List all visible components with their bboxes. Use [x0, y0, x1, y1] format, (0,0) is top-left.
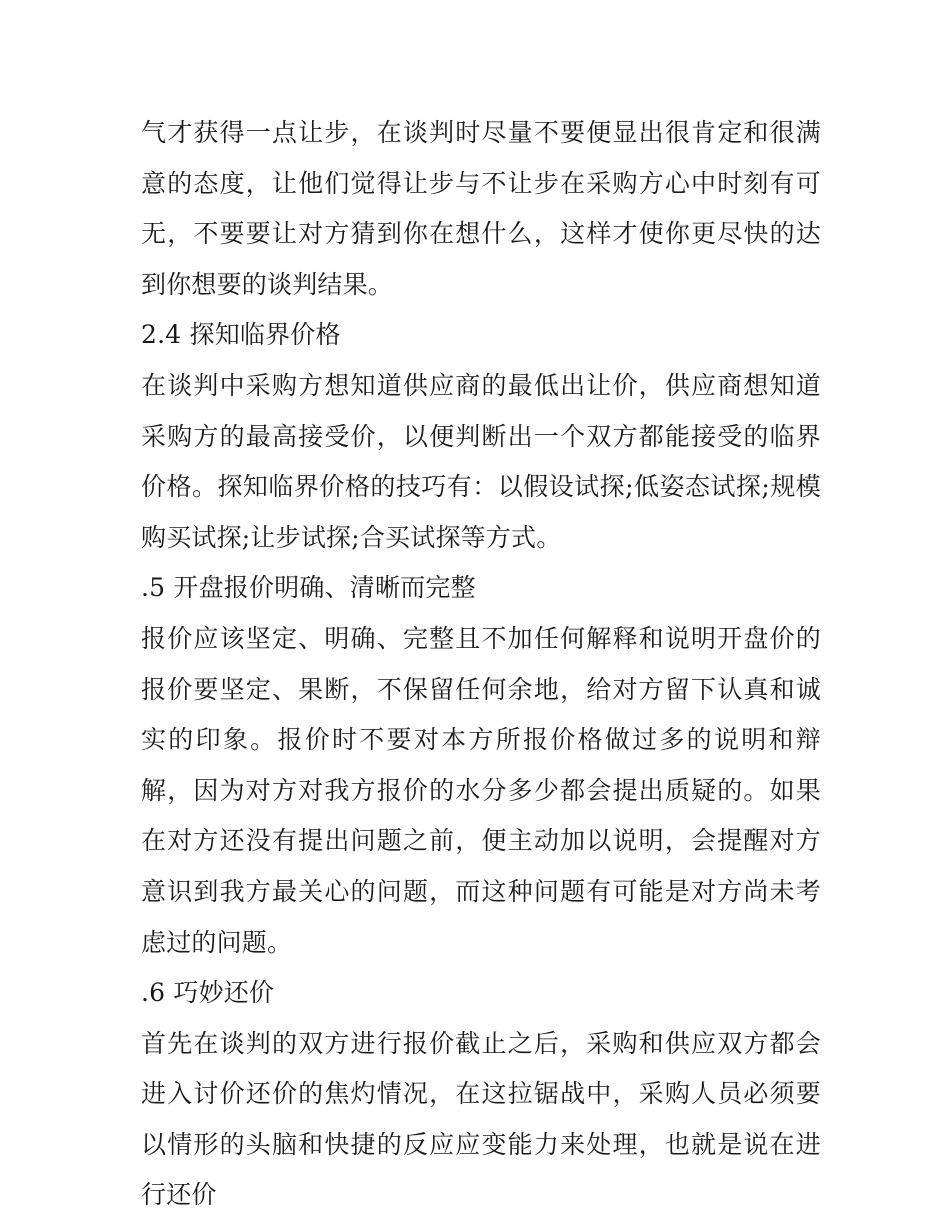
paragraph-negotiation-attitude: 气才获得一点让步，在谈判时尽量不要便显出很肯定和很满意的态度，让他们觉得让步与不让步在采购方心中时刻有可无，不要要让对方猜到你在想什么，这样才使你更尽快的达到你想要的谈判结果。	[141, 118, 821, 299]
section-heading-5: .5 开盘报价明确、清晰而完整	[141, 573, 476, 603]
section-heading-6: .6 巧妙还价	[141, 978, 275, 1008]
paragraph-counter-offer: 首先在谈判的双方进行报价截止之后，采购和供应双方都会进入讨价还价的焦灼情况，在这拉锯战中，采购人员必须要以情形的头脑和快捷的反应应变能力来处理，也就是说在进行还价	[141, 1028, 821, 1210]
section-heading-2-4: 2.4 探知临界价格	[141, 320, 341, 350]
document-body	[141, 108, 821, 1221]
paragraph-critical-price: 在谈判中采购方想知道供应商的最低出让价，供应商想知道采购方的最高接受价，以便判断出一个双方都能接受的临界价格。探知临界价格的技巧有：以假设试探;低姿态试探;规模购买试探;让步试探;合买试探等方式。	[141, 370, 821, 552]
paragraph-opening-quote: 报价应该坚定、明确、完整且不加任何解释和说明开盘价的报价要坚定、果断，不保留任何余地，给对方留下认真和诚实的印象。报价时不要对本方所报价格做过多的说明和辩解，因为对方对我方报价的水分多少都会提出质疑的。如果在对方还没有提出问题之前，便主动加以说明，会提醒对方意识到我方最关心的问题，而这种问题有可能是对方尚未考虑过的问题。	[141, 623, 821, 957]
